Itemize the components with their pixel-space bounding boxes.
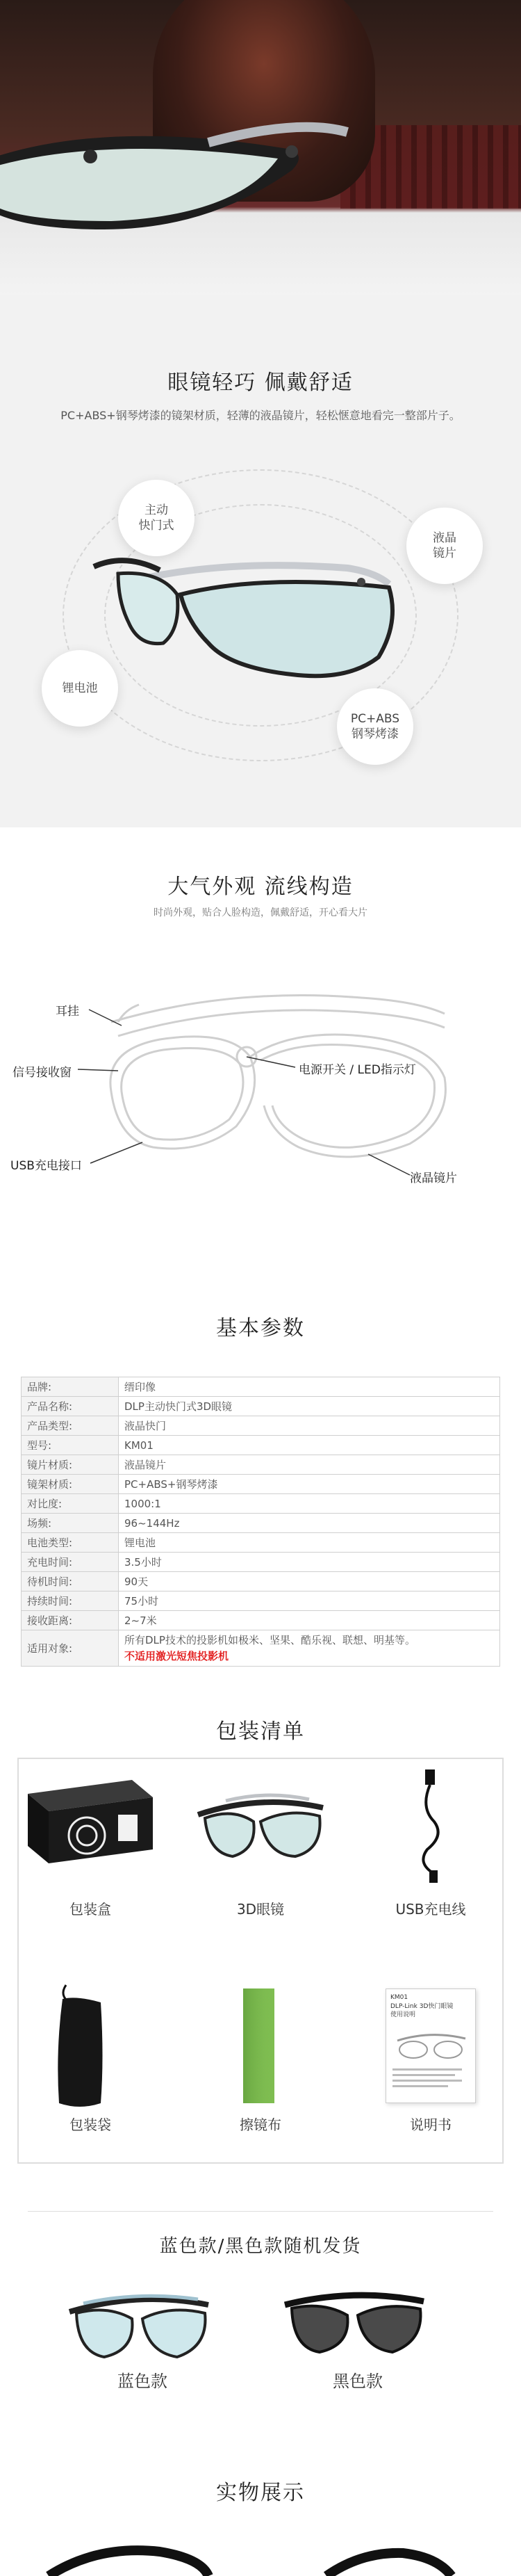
callout-power-switch: 电源开关 / LED指示灯 [299,1063,416,1077]
manual-illustration [354,1975,507,2114]
design-section [0,827,521,1272]
features-subtitle: PC+ABS+钢琴烤漆的镜架材质，轻薄的液晶镜片，轻松惬意地看完一整部片子。 [60,409,461,422]
hero-banner [0,0,521,295]
param-key: 品牌: [22,1377,119,1397]
black-glasses-image [285,2295,424,2352]
table-row [22,1553,500,1572]
params-title: 基本参数 [216,1316,305,1340]
box-image [14,1766,167,1877]
param-value: 锂电池 [119,1533,500,1553]
table-row [22,1611,500,1630]
param-key: 接收距离: [22,1611,119,1630]
param-key: 产品类型: [22,1416,119,1436]
pack-item-cable [354,1766,507,1968]
table-row [22,1572,500,1591]
black-variant-label: 黑色款 [333,2372,383,2391]
param-key: 镜架材质: [22,1475,119,1494]
pack-caption-cable: USB充电线 [395,1901,466,1918]
table-row [22,1533,500,1553]
parameters-section [0,1272,521,1683]
param-key: 型号: [22,1436,119,1455]
table-row [22,1494,500,1514]
param-value: 2~7米 [119,1611,500,1630]
packing-section [0,1683,521,2211]
blue-glasses-image [69,2296,208,2357]
param-value: 缙印像 [119,1377,500,1397]
param-value: 75小时 [119,1591,500,1611]
bag-image [14,1975,167,2114]
real-photos-preview [0,2447,521,2576]
blue-variant-label: 蓝色款 [117,2372,167,2391]
param-value: KM01 [119,1436,500,1455]
table-row [22,1475,500,1494]
param-key: 产品名称: [22,1397,119,1416]
real-title: 实物展示 [216,2481,305,2505]
pack-glasses-image [184,1766,337,1877]
pack-caption-bag: 包装袋 [69,2116,111,2133]
pack-item-box [14,1766,167,1968]
cloth-image [184,1975,337,2114]
design-subtitle: 时尚外观，贴合人脸构造，佩戴舒适，开心看大片 [154,907,367,918]
table-row [22,1514,500,1533]
param-key: 适用对象: [22,1630,119,1667]
design-title: 大气外观 流线构造 [167,875,354,899]
table-row [22,1416,500,1436]
bubble-active-shutter: 主动 快门式 [118,480,195,556]
param-key: 充电时间: [22,1553,119,1572]
divider [28,2211,493,2212]
callout-usb-port: USB充电接口 [10,1159,82,1173]
param-value: 96~144Hz [119,1514,500,1533]
param-value: 液晶快门 [119,1416,500,1436]
color-variants-section [0,2211,521,2447]
pack-caption-cloth: 擦镜布 [240,2116,281,2133]
colors-title: 蓝色款/黑色款随机发货 [159,2236,362,2257]
param-key: 对比度: [22,1494,119,1514]
hero-glasses-image [0,0,521,295]
table-row [22,1397,500,1416]
manual-cover: KM01 DLP-Link 3D快门眼镜 使用说明 [386,1988,476,2103]
pack-item-bag [14,1975,167,2183]
features-section [0,295,521,827]
glasses-line-drawing [0,827,521,1272]
param-key: 电池类型: [22,1533,119,1553]
cable-image [354,1766,507,1884]
callout-temple: 耳挂 [56,1005,79,1019]
table-row [22,1377,500,1397]
param-value: DLP主动快门式3D眼镜 [119,1397,500,1416]
pack-caption-box: 包装盒 [69,1901,111,1918]
params-table [21,1377,500,1667]
pack-item-cloth [184,1975,337,2183]
param-key: 场频: [22,1514,119,1533]
table-row [22,1591,500,1611]
param-value: 液晶镜片 [119,1455,500,1475]
table-row [22,1455,500,1475]
laser-warning: 不适用激光短焦投影机 [124,1649,229,1662]
features-title: 眼镜轻巧 佩戴舒适 [167,371,354,395]
pack-item-manual [354,1975,507,2183]
table-row-applicable [22,1630,500,1667]
pack-caption-glasses: 3D眼镜 [236,1901,285,1918]
callout-signal-receiver: 信号接收窗 [13,1066,72,1080]
real-photos-section [0,2447,521,2576]
param-value: 1000:1 [119,1494,500,1514]
param-value: PC+ABS+钢琴烤漆 [119,1475,500,1494]
param-key: 待机时间: [22,1572,119,1591]
applicable-text: 所有DLP技术的投影机如极米、坚果、酷乐视、联想、明基等。 [124,1634,415,1646]
bubble-lcd-lens: 液晶 镜片 [406,508,483,584]
pack-item-glasses [184,1766,337,1968]
bubble-pc-abs: PC+ABS 钢琴烤漆 [337,688,413,765]
pack-title: 包装清单 [216,1719,305,1744]
table-row [22,1436,500,1455]
param-key: 持续时间: [22,1591,119,1611]
pack-caption-manual: 说明书 [410,2116,452,2133]
param-key: 镜片材质: [22,1455,119,1475]
bubble-lithium-battery: 锂电池 [42,650,118,727]
param-value: 90天 [119,1572,500,1591]
callout-lcd-lens: 液晶镜片 [410,1172,457,1185]
param-value-applicable [119,1630,500,1667]
param-value: 3.5小时 [119,1553,500,1572]
